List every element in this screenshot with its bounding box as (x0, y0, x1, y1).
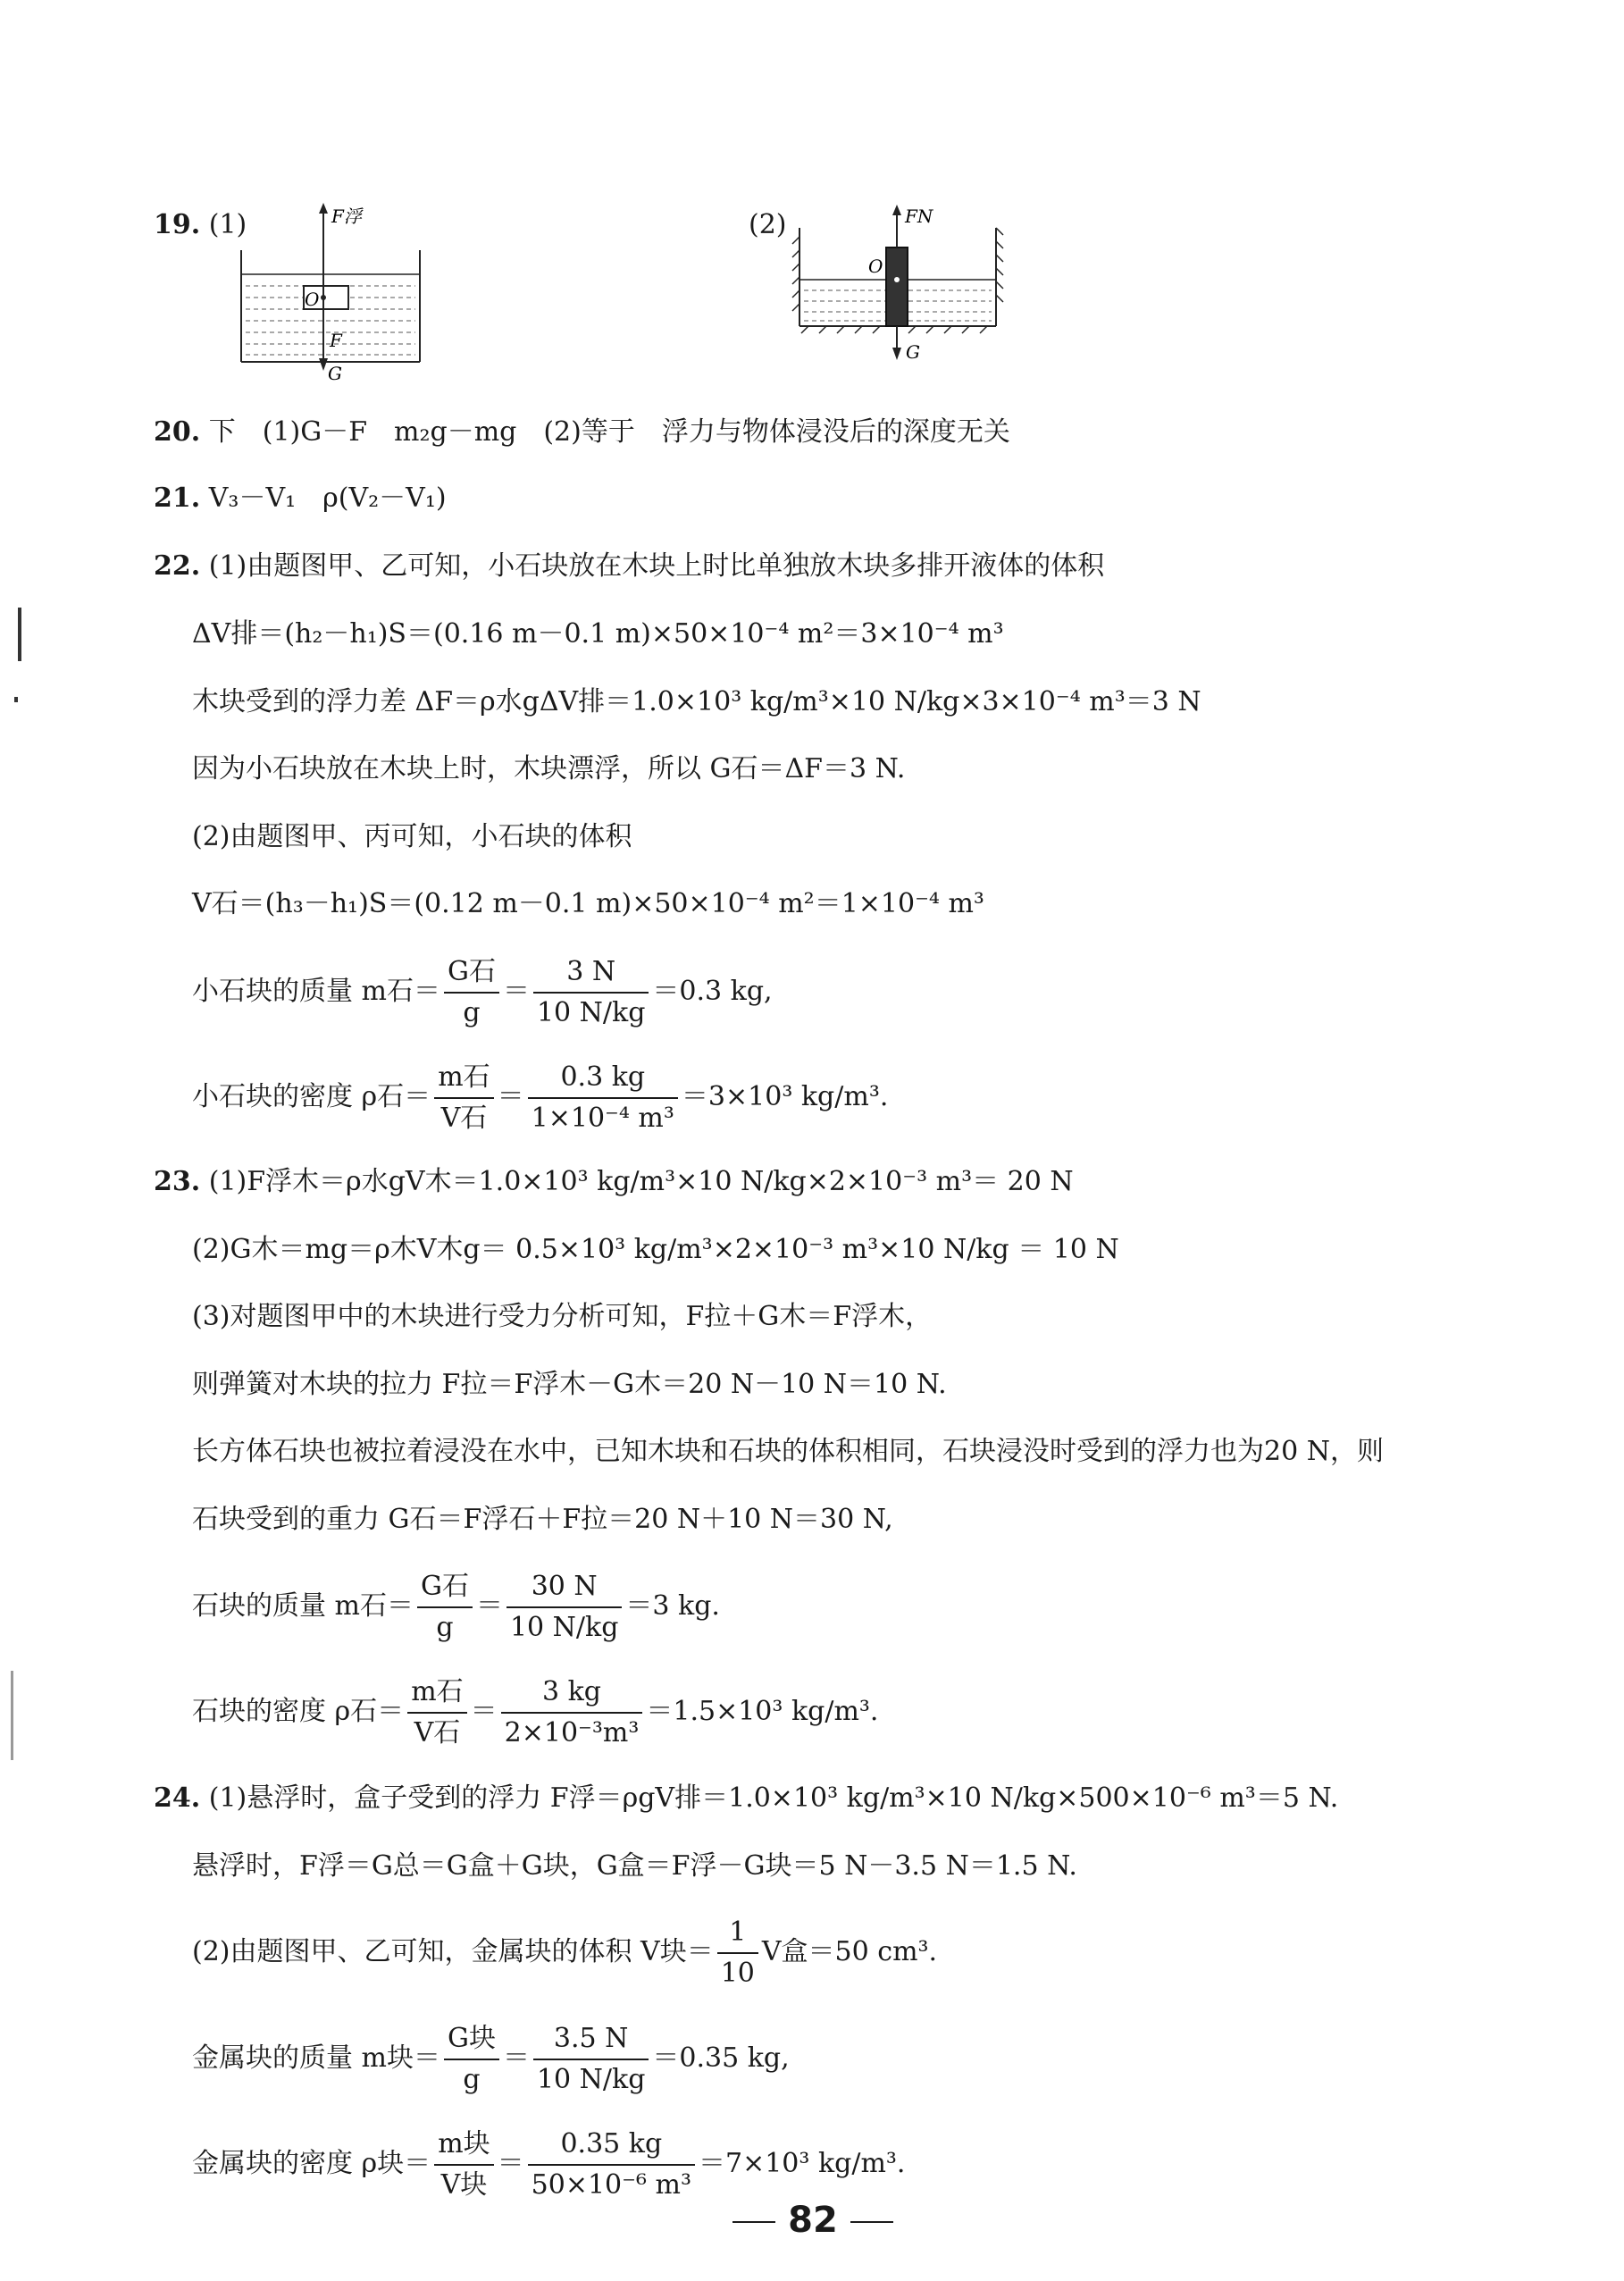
q22-line-6: V石＝(h₃－h₁)S＝(0.12 m－0.1 m)×50×10⁻⁴ m²＝1×10⁻⁴ m³ (192, 888, 984, 919)
q20-line (154, 415, 1010, 450)
q19-figure-2 (786, 201, 1009, 366)
q24-mass-formula: 金属块的质量 m块＝ $\frac{\text{G块}}{g}$ ＝ $\frac{3.5 N}{10 N/kg}$ ＝0.35 kg, (192, 2021, 790, 2098)
q22-line-1 (154, 549, 1104, 584)
question-number: 19. (154, 209, 201, 240)
fraction: $\frac{\text{m石}}{\text{V石}}$ (407, 1674, 466, 1751)
fig1-origin-label: O (305, 289, 320, 310)
fraction: $\frac{\text{G石}}{g}$ (444, 954, 499, 1031)
answer-text: (1)由题图甲、乙可知，小石块放在木块上时比单独放木块多排开液体的体积 (208, 550, 1105, 582)
q22-mass-formula: 小石块的质量 m石＝ $\frac{\text{G石}}{g}$ ＝ $\frac{3 N}{10 N/kg}$ ＝0.3 kg, (192, 954, 773, 1031)
q23-density-formula: 石块的密度 ρ石＝ $\frac{\text{m石}}{\text{V石}}$ ＝ $\frac{3 kg}{\text{2×10⁻³m³}}$ ＝1.5×10³ kg/m³. (192, 1674, 878, 1751)
q23-mass-formula: 石块的质量 m石＝ $\frac{\text{G石}}{g}$ ＝ $\frac{30 N}{10 N/kg}$ ＝3 kg. (192, 1569, 720, 1646)
fraction: $\frac{\text{m块}}{\text{V块}}$ (434, 2126, 493, 2203)
q23-line-6: 石块受到的重力 G石＝F浮石＋F拉＝20 N＋10 N＝30 N, (192, 1504, 893, 1535)
answer-text: (1)悬浮时，盒子受到的浮力 F浮＝ρgV排＝1.0×10³ kg/m³×10 N/kg×500×10⁻⁶ m³＝5 N. (208, 1782, 1339, 1814)
fraction: $\frac{3 N}{10 N/kg}$ (533, 954, 649, 1031)
fraction: $\frac{\text{m石}}{\text{V石}}$ (434, 1060, 493, 1136)
fig2-origin-label: O (868, 256, 883, 277)
answer-text: V₃－V₁ ρ(V₂－V₁) (208, 482, 447, 514)
fig2-g-label: G (906, 341, 920, 363)
question-number: 20. (154, 416, 201, 448)
scan-mark (11, 1671, 13, 1760)
q24-line-1 (154, 1781, 1338, 1816)
fraction: $\frac{3.5 N}{10 N/kg}$ (533, 2021, 649, 2098)
q23-line-1 (154, 1164, 1074, 1200)
q23-line-2: (2)G木＝mg＝ρ木V木g＝ 0.5×10³ kg/m³×2×10⁻³ m³×10 N/kg ＝ 10 N (192, 1234, 1119, 1265)
fraction: $\frac{0.3 kg}{\text{1×10⁻⁴ m³}}$ (528, 1060, 678, 1136)
q23-line-5: 长方体石块也被拉着浸没在水中，已知木块和石块的体积相同，石块浸没时受到的浮力也为20 N，则 (192, 1436, 1384, 1467)
q23-line-3: (3)对题图甲中的木块进行受力分析可知，F拉＋G木＝F浮木， (192, 1301, 933, 1332)
q22-density-formula: 小石块的密度 ρ石＝ $\frac{\text{m石}}{\text{V石}}$ ＝ $\frac{0.3 kg}{\text{1×10⁻⁴ m³}}$ ＝3×10³ kg/m³. (192, 1060, 888, 1136)
question-number: 23. (154, 1166, 201, 1197)
fraction: $\frac{3 kg}{\text{2×10⁻³m³}}$ (501, 1674, 643, 1751)
question-number: 22. (154, 550, 201, 582)
page-number-text: 82 (788, 2200, 838, 2241)
part-label: (2) (749, 209, 787, 240)
page-number (715, 2200, 911, 2241)
fig1-g-label: G (328, 363, 342, 384)
page-dash-right (850, 2221, 893, 2223)
scan-mark (18, 608, 21, 661)
q24-volume-formula: (2)由题图甲、乙可知，金属块的体积 V块＝ $\frac{1}{10}$ V盒＝50 cm³. (192, 1915, 937, 1992)
fig1-f-up-label: F浮 (331, 205, 362, 227)
question-number: 24. (154, 1782, 201, 1814)
fig1-f-down-label: F (330, 330, 342, 351)
fraction: $\frac{\text{G块}}{g}$ (444, 2021, 499, 2098)
fraction: $\frac{0.35 kg}{\text{50×10⁻⁶ m³}}$ (528, 2126, 695, 2203)
q19-part2 (749, 207, 787, 243)
q21-line (154, 481, 447, 516)
answer-text: 下 (1)G－F m₂g－mg (2)等于 浮力与物体浸没后的深度无关 (208, 416, 1010, 448)
q19-figure-1 (228, 201, 442, 384)
answer-text: (1)F浮木＝ρ水gV木＝1.0×10³ kg/m³×10 N/kg×2×10⁻³ m³＝ 20 N (208, 1166, 1074, 1197)
fig2-fn-label: FN (905, 205, 933, 227)
part-label: (1) (208, 209, 247, 240)
scan-mark (14, 697, 18, 702)
q22-line-2: ΔV排＝(h₂－h₁)S＝(0.16 m－0.1 m)×50×10⁻⁴ m²＝3×10⁻⁴ m³ (192, 618, 1004, 650)
fraction: $\frac{1}{10}$ (717, 1915, 758, 1992)
q24-line-2: 悬浮时，F浮＝G总＝G盒＋G块，G盒＝F浮－G块＝5 N－3.5 N＝1.5 N. (192, 1850, 1077, 1882)
question-number: 21. (154, 482, 201, 514)
page-dash-left (732, 2221, 775, 2223)
q22-line-3: 木块受到的浮力差 ΔF＝ρ水gΔV排＝1.0×10³ kg/m³×10 N/kg×3×10⁻⁴ m³＝3 N (192, 686, 1201, 717)
fraction: $\frac{\text{G石}}{g}$ (417, 1569, 473, 1646)
q23-line-4: 则弹簧对木块的拉力 F拉＝F浮木－G木＝20 N－10 N＝10 N. (192, 1369, 947, 1400)
q22-line-5: (2)由题图甲、丙可知，小石块的体积 (192, 821, 632, 852)
q22-line-4: 因为小石块放在木块上时，木块漂浮，所以 G石＝ΔF＝3 N. (192, 753, 906, 784)
fraction: $\frac{30 N}{10 N/kg}$ (506, 1569, 622, 1646)
q24-density-formula: 金属块的密度 ρ块＝ $\frac{\text{m块}}{\text{V块}}$ ＝ $\frac{0.35 kg}{\text{50×10⁻⁶ m³}}$ ＝7×10³ kg/m³. (192, 2126, 905, 2203)
